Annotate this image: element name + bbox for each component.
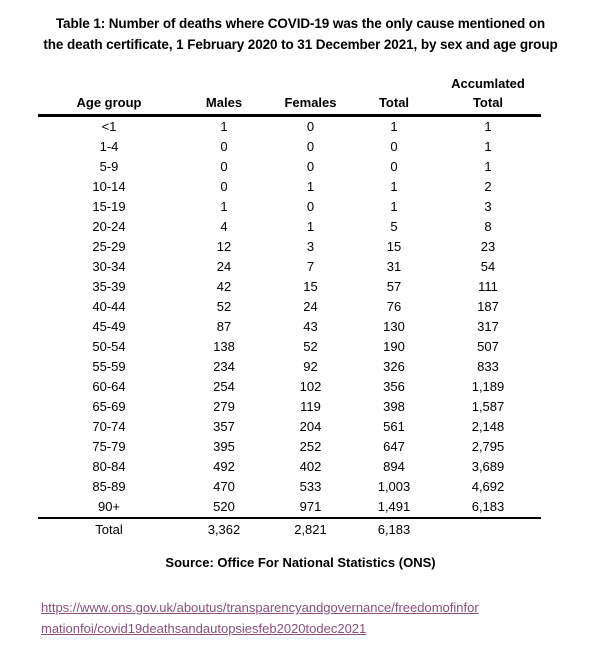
males-cell: 0	[220, 179, 228, 194]
header-accumulated-total	[435, 74, 541, 116]
females-cell: 0	[306, 139, 315, 154]
accumulated-cell: 23	[480, 239, 496, 254]
males-cell: 254	[213, 379, 235, 394]
females-cell: 119	[300, 399, 321, 414]
males-cell: 492	[213, 459, 235, 474]
table-title-line-1: Table 1: Number of deaths where COVID-19 was the only cause mentioned on	[55, 16, 546, 31]
header-total: Total	[353, 74, 435, 116]
source-link-line-2[interactable]: mationfoi/covid19deathsandautopsiesfeb2020todec2021	[41, 621, 367, 636]
accumulated-cell: 54	[480, 259, 496, 274]
age-group-cell: 70-74	[92, 419, 126, 434]
total-males: 3,362	[207, 522, 241, 537]
accumulated-cell: 1,587	[471, 399, 505, 414]
table-row	[38, 137, 541, 157]
accumulated-cell: 317	[477, 319, 499, 334]
table-title	[0, 13, 601, 55]
total-cell: 1,491	[353, 497, 435, 518]
table-row	[38, 177, 541, 197]
total-cell: 894	[383, 459, 405, 474]
table-row	[38, 417, 541, 437]
females-cell: 533	[299, 479, 322, 494]
total-cell: 647	[383, 439, 405, 454]
females-cell: 7	[306, 259, 315, 274]
accumulated-cell: 187	[477, 299, 499, 314]
females-cell: 1	[306, 179, 315, 194]
males-cell: 520	[180, 497, 268, 518]
source-caption: Source: Office For National Statistics (ONS)	[165, 555, 436, 570]
age-group-cell: 90+	[38, 497, 180, 518]
males-cell: 138	[213, 339, 235, 354]
table-total-row	[38, 518, 541, 541]
age-group-cell: 40-44	[92, 299, 126, 314]
age-group-cell: 65-69	[92, 399, 126, 414]
age-group-cell: 55-59	[92, 359, 126, 374]
age-group-cell: 80-84	[92, 459, 126, 474]
males-cell: 1	[220, 199, 228, 214]
table-row	[38, 257, 541, 277]
males-cell: 24	[216, 259, 232, 274]
males-cell: 12	[216, 239, 232, 254]
total-cell: 356	[383, 379, 405, 394]
age-group-cell: 50-54	[92, 339, 126, 354]
age-group-cell: 25-29	[92, 239, 126, 254]
table-row	[38, 337, 541, 357]
age-group-cell: 35-39	[92, 279, 126, 294]
males-cell: 87	[216, 319, 232, 334]
females-cell: 1	[306, 219, 315, 234]
females-cell: 204	[299, 419, 322, 434]
age-group-cell: 10-14	[92, 179, 126, 194]
table-row	[38, 317, 541, 337]
accumulated-cell: 1	[484, 139, 492, 154]
header-accumulated-line-1: Accumlated	[451, 76, 525, 91]
males-cell: 52	[216, 299, 232, 314]
accumulated-cell: 2	[484, 179, 492, 194]
table-row	[38, 437, 541, 457]
age-group-cell: 1-4	[99, 139, 119, 154]
age-group-cell: 20-24	[92, 219, 126, 234]
females-cell: 92	[303, 359, 318, 374]
total-accumulated	[435, 518, 541, 541]
accumulated-cell: 6,183	[435, 497, 541, 518]
table-row	[38, 277, 541, 297]
accumulated-cell: 507	[477, 339, 499, 354]
accumulated-cell: 833	[477, 359, 499, 374]
females-cell: 24	[303, 299, 318, 314]
total-cell: 15	[386, 239, 402, 254]
females-cell: 402	[299, 459, 322, 474]
table-title-line-2: the death certificate, 1 February 2020 to 31 December 2021, by sex and age group	[43, 37, 558, 52]
accumulated-cell: 4,692	[471, 479, 505, 494]
table-row	[38, 237, 541, 257]
total-cell: 190	[383, 339, 405, 354]
age-group-cell: 5-9	[99, 159, 119, 174]
females-cell: 102	[299, 379, 322, 394]
females-cell: 52	[303, 339, 318, 354]
females-cell: 252	[299, 439, 322, 454]
males-cell: 4	[220, 219, 228, 234]
header-females: Females	[268, 74, 353, 116]
total-cell: 561	[383, 419, 405, 434]
total-cell: 326	[383, 359, 405, 374]
males-cell: 1	[220, 119, 228, 134]
males-cell: 0	[220, 159, 228, 174]
total-cell: 398	[383, 399, 405, 414]
females-cell: 43	[303, 319, 318, 334]
males-cell: 395	[213, 439, 235, 454]
total-cell: 1	[390, 119, 398, 134]
table-row	[38, 377, 541, 397]
deaths-table	[38, 74, 541, 541]
accumulated-cell: 1	[484, 159, 492, 174]
table-row	[38, 497, 541, 518]
total-cell: 76	[386, 299, 402, 314]
table-row	[38, 197, 541, 217]
table-row	[38, 477, 541, 497]
accumulated-cell: 1,189	[471, 379, 505, 394]
accumulated-cell: 2,148	[471, 419, 505, 434]
table-row	[38, 457, 541, 477]
total-cell: 0	[390, 139, 398, 154]
age-group-cell: 60-64	[92, 379, 126, 394]
table-row	[38, 116, 541, 138]
table-row	[38, 397, 541, 417]
table-row	[38, 357, 541, 377]
males-cell: 234	[213, 359, 235, 374]
males-cell: 0	[220, 139, 228, 154]
age-group-cell: <1	[101, 119, 117, 134]
table-row	[38, 217, 541, 237]
total-cell: 0	[390, 159, 398, 174]
age-group-cell: 85-89	[92, 479, 126, 494]
total-total: 6,183	[377, 522, 411, 537]
males-cell: 470	[213, 479, 235, 494]
source-link-line-1[interactable]: https://www.ons.gov.uk/aboutus/transparencyandgovernance/freedomofinfor	[41, 600, 479, 615]
total-cell: 31	[386, 259, 402, 274]
females-cell: 971	[268, 497, 353, 518]
females-cell: 3	[306, 239, 315, 254]
table-row	[38, 157, 541, 177]
total-cell: 1	[390, 199, 398, 214]
total-cell: 130	[383, 319, 405, 334]
age-group-cell: 45-49	[92, 319, 126, 334]
females-cell: 0	[306, 119, 315, 134]
header-males: Males	[180, 74, 268, 116]
total-cell: 5	[390, 219, 398, 234]
females-cell: 0	[306, 199, 315, 214]
females-cell: 15	[303, 279, 318, 294]
accumulated-cell: 1	[484, 119, 492, 134]
deaths-table-container	[38, 74, 541, 541]
table-header-row	[38, 74, 541, 116]
males-cell: 42	[216, 279, 232, 294]
accumulated-cell: 8	[484, 219, 492, 234]
age-group-cell: 75-79	[92, 439, 126, 454]
accumulated-cell: 3	[484, 199, 492, 214]
table-row	[38, 297, 541, 317]
header-age-group: Age group	[38, 74, 180, 116]
accumulated-cell: 2,795	[471, 439, 505, 454]
accumulated-cell: 111	[478, 279, 498, 294]
total-cell: 1	[390, 179, 398, 194]
females-cell: 0	[306, 159, 315, 174]
total-cell: 1,003	[377, 479, 411, 494]
total-label: Total	[95, 522, 123, 537]
males-cell: 357	[213, 419, 235, 434]
age-group-cell: 30-34	[92, 259, 126, 274]
total-females: 2,821	[294, 522, 327, 537]
header-accumulated-line-2: Total	[472, 95, 504, 110]
total-cell: 57	[386, 279, 402, 294]
source-link[interactable]	[41, 597, 561, 639]
accumulated-cell: 3,689	[471, 459, 505, 474]
table-body	[38, 116, 541, 519]
age-group-cell: 15-19	[92, 199, 126, 214]
males-cell: 279	[213, 399, 235, 414]
